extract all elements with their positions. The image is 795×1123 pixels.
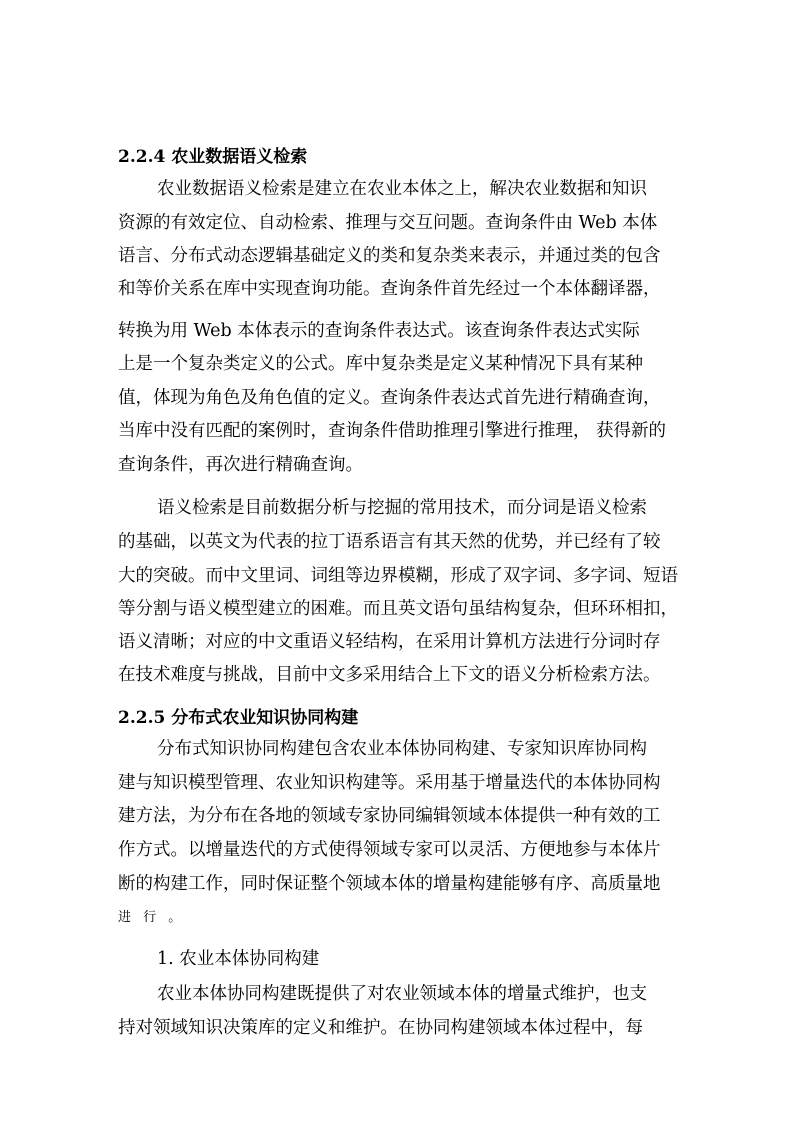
paragraph-line: 分布式知识协同构建包含农业本体协同构建、专家知识库协同构: [157, 739, 647, 759]
paragraph-line: 和等价关系在库中实现查询功能。查询条件首先经过一个本体翻译器，: [118, 279, 661, 299]
paragraph-line: 建与知识模型管理、农业知识构建等。采用基于增量迭代的本体协同构: [118, 773, 661, 793]
paragraph-line: 资源的有效定位、自动检索、推理与交互问题。查询条件由 Web 本体: [118, 213, 658, 233]
paragraph-line: 语义检索是目前数据分析与挖掘的常用技术，而分词是语义检索: [157, 498, 647, 518]
paragraph-line: 农业本体协同构建既提供了对农业领域本体的增量式维护，也支: [157, 984, 647, 1004]
paragraph-line: 语义清晰；对应的中文重语义轻结构，在采用计算机方法进行分词时存: [118, 632, 661, 652]
paragraph-line: 大的突破。而中文里词、词组等边界模糊，形成了双字词、多字词、短语: [118, 566, 678, 586]
paragraph-line: 作方式。以增量迭代的方式使得领域专家可以灵活、方便地参与本体片: [118, 840, 661, 860]
section-heading-2-2-5: 2.2.5 分布式农业知识协同构建: [118, 708, 359, 728]
paragraph-line: 语言、分布式动态逻辑基础定义的类和复杂类来表示，并通过类的包含: [118, 246, 661, 266]
numbered-item-title: 1. 农业本体协同构建: [157, 949, 320, 969]
paragraph-line: 建方法，为分布在各地的领域专家协同编辑领域本体提供一种有效的工: [118, 806, 661, 826]
paragraph-line: 上是一个复杂类定义的公式。库中复杂类是定义某种情况下具有某种: [118, 354, 643, 374]
paragraph-line: 转换为用 Web 本体表示的查询条件表达式。该查询条件表达式实际: [118, 321, 640, 341]
paragraph-line: 查询条件，再次进行精确查询。: [118, 455, 363, 475]
paragraph-line: 持对领域知识决策库的定义和维护。在协同构建领域本体过程中，每: [118, 1018, 643, 1038]
paragraph-line-tail: 进 行 。: [118, 910, 186, 925]
paragraph-line: 的基础，以英文为代表的拉丁语系语言有其天然的优势，并已经有了较: [118, 532, 661, 552]
paragraph-line: 当库中没有匹配的案例时，查询条件借助推理引擎进行推理， 获得新的: [118, 421, 667, 441]
paragraph-line: 断的构建工作，同时保证整个领域本体的增量构建能够有序、高质量地: [118, 874, 661, 894]
paragraph-line: 等分割与语义模型建立的困难。而且英文语句虽结构复杂，但环环相扣，: [118, 599, 678, 619]
section-heading-2-2-4: 2.2.4 农业数据语义检索: [118, 147, 308, 167]
paragraph-line: 值，体现为角色及角色值的定义。查询条件表达式首先进行精确查询，: [118, 388, 661, 408]
paragraph-line: 在技术难度与挑战，目前中文多采用结合上下文的语义分析检索方法。: [118, 665, 661, 685]
paragraph-line: 农业数据语义检索是建立在农业本体之上，解决农业数据和知识: [157, 179, 647, 199]
